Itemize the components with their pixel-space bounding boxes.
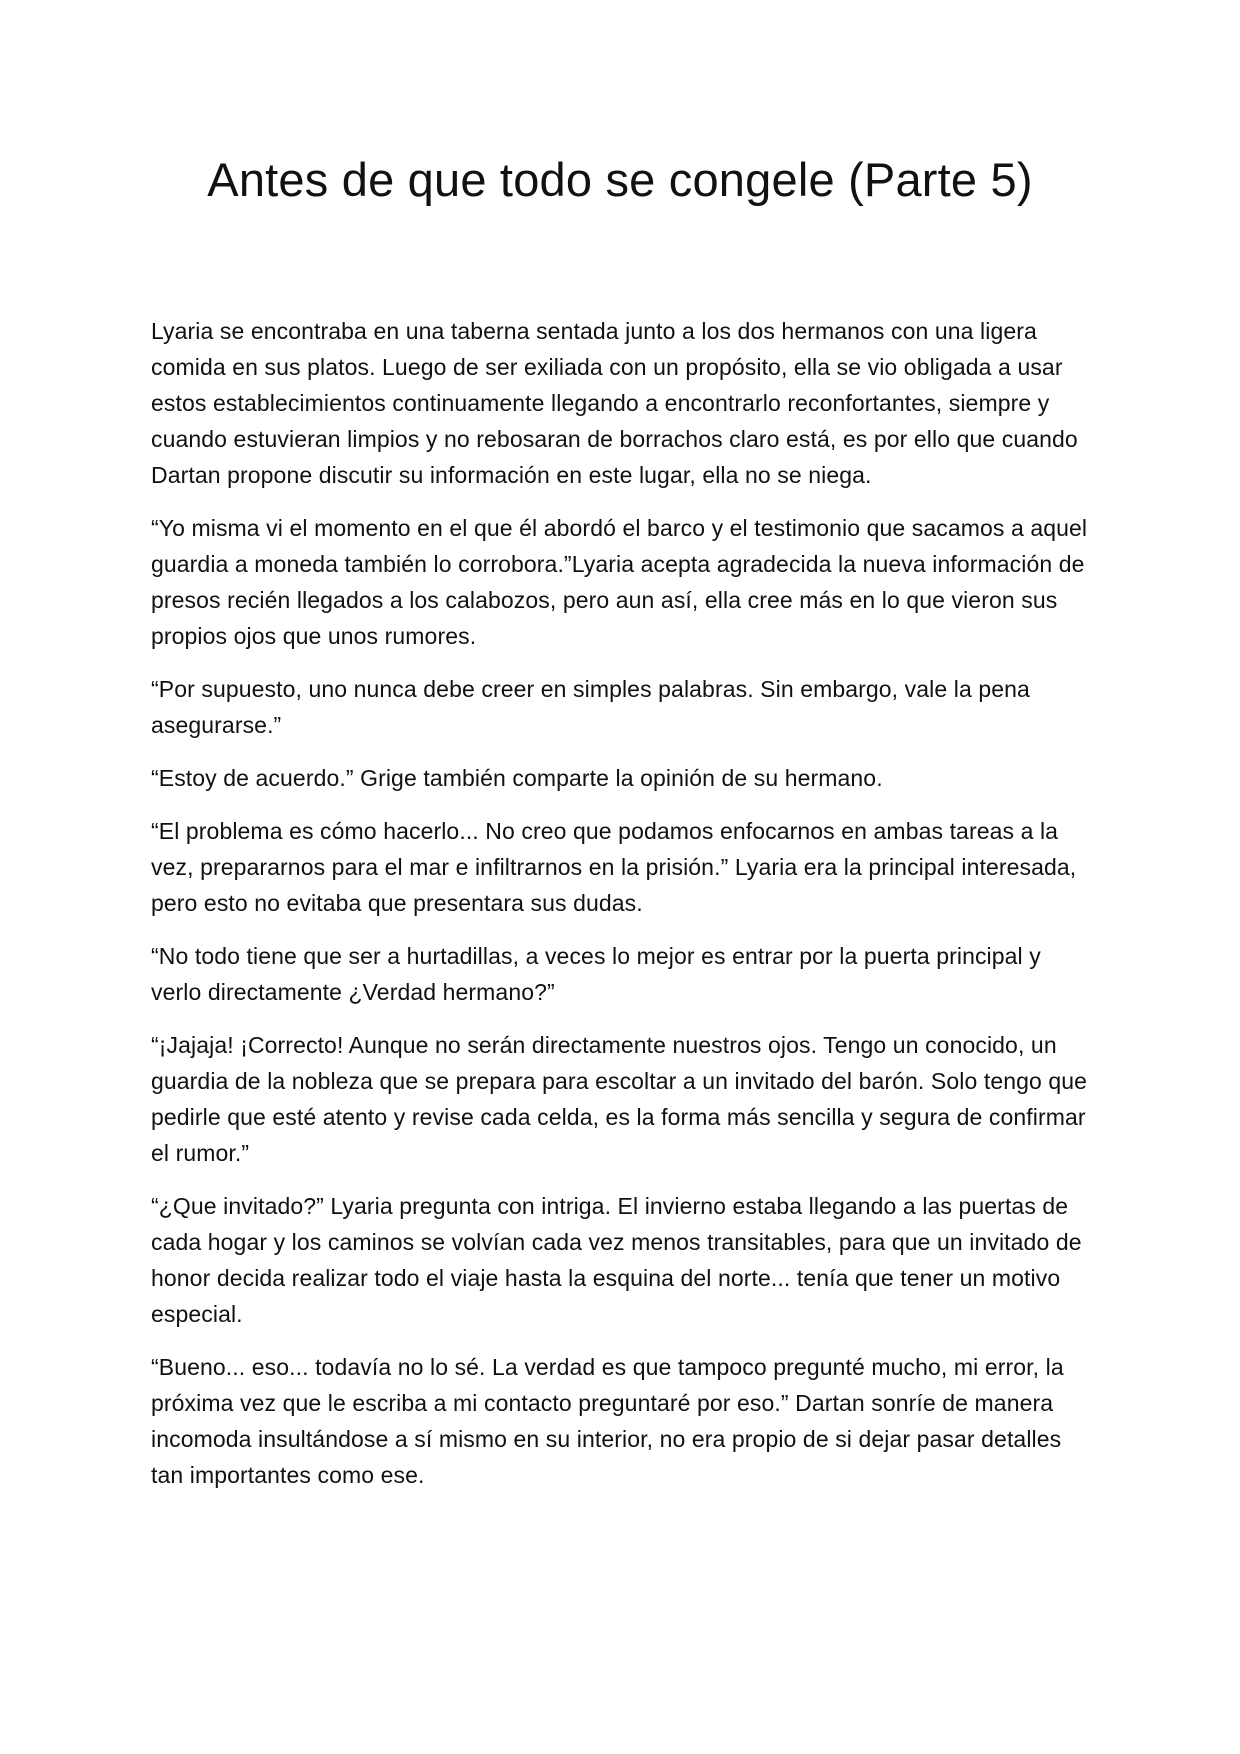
paragraph: “Yo misma vi el momento en el que él abordó el barco y el testimonio que sacamos a aquel guardia a moneda también lo corrobora.”Lyaria acepta agradecida la nueva información de presos recién llegados a los calabozos, pero aun así, ella cree más en lo que vieron sus propios ojos que unos rumores.	[151, 515, 1088, 649]
paragraph: “Estoy de acuerdo.” Grige también comparte la opinión de su hermano.	[151, 765, 883, 791]
paragraph: “¡Jajaja! ¡Correcto! Aunque no serán directamente nuestros ojos. Tengo un conocido, un guardia de la nobleza que se prepara para escoltar a un invitado del barón. Solo tengo que pedirle que esté atento y revise cada celda, es la forma más sencilla y segura de confirmar el rumor.”	[151, 1032, 1088, 1166]
document-title: Antes de que todo se congele (Parte 5)	[207, 153, 1033, 206]
paragraph: “Bueno... eso... todavía no lo sé. La verdad es que tampoco pregunté mucho, mi error, la próxima vez que le escriba a mi contacto preguntaré por eso.” Dartan sonríe de manera incomoda insultándose a sí mismo en su interior, no era propio de si dejar pasar detalles tan importantes como ese.	[151, 1354, 1064, 1488]
paragraph: “No todo tiene que ser a hurtadillas, a veces lo mejor es entrar por la puerta principal y verlo directamente ¿Verdad hermano?”	[151, 943, 1041, 1005]
paragraph: “Por supuesto, uno nunca debe creer en simples palabras. Sin embargo, vale la pena asegurarse.”	[151, 676, 1030, 738]
paragraph: Lyaria se encontraba en una taberna sentada junto a los dos hermanos con una ligera comida en sus platos. Luego de ser exiliada con un propósito, ella se vio obligada a usar estos establecimientos continuamente llegando a encontrarlo reconfortantes, siempre y cuando estuvieran limpios y no rebosaran de borrachos claro está, es por ello que cuando Dartan propone discutir su información en este lugar, ella no se niega.	[151, 318, 1078, 488]
paragraph: “El problema es cómo hacerlo... No creo que podamos enfocarnos en ambas tareas a la vez, prepararnos para el mar e infiltrarnos en la prisión.” Lyaria era la principal interesada, pero esto no evitaba que presentara sus dudas.	[151, 818, 1077, 916]
paragraph: “¿Que invitado?” Lyaria pregunta con intriga. El invierno estaba llegando a las puertas de cada hogar y los caminos se volvían cada vez menos transitables, para que un invitado de honor decida realizar todo el viaje hasta la esquina del norte... tenía que tener un motivo especial.	[151, 1193, 1082, 1327]
document-body	[151, 313, 1091, 1510]
